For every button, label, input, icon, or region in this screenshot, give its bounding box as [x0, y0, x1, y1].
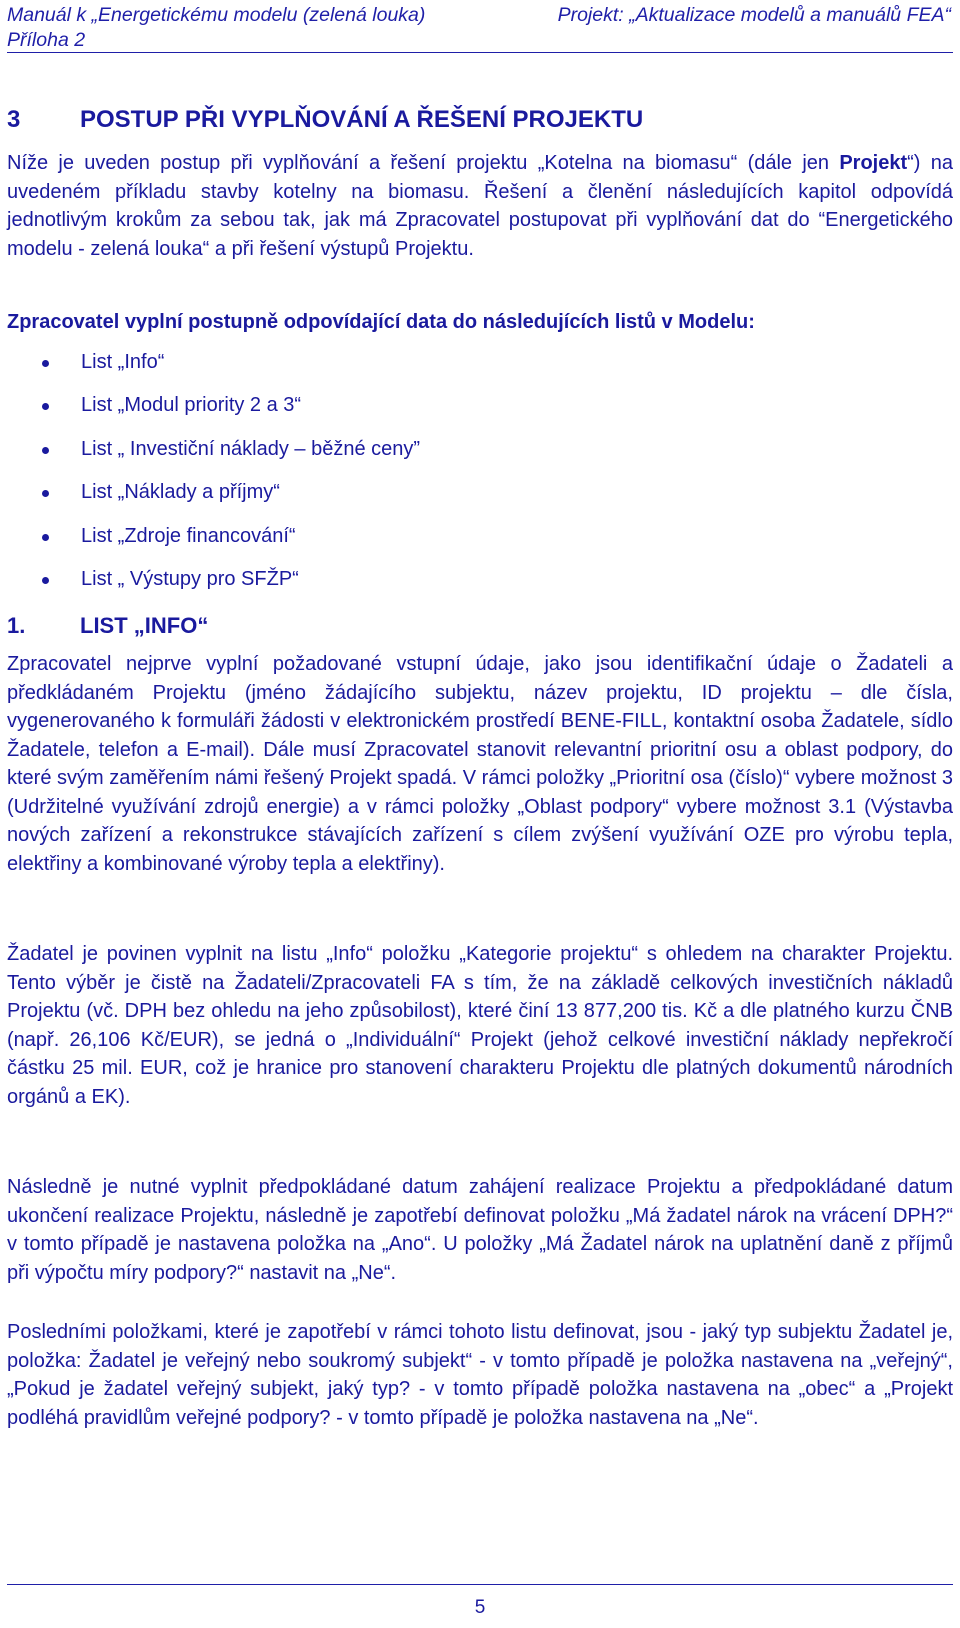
list-item [0, 348, 420, 391]
list-item [0, 478, 420, 521]
chapter-title: POSTUP PŘI VYPLŇOVÁNÍ A ŘEŠENÍ PROJEKTU [80, 106, 644, 133]
list-item [0, 391, 420, 434]
sheet-name: List „Info“ [81, 351, 165, 373]
list-item [0, 522, 420, 565]
list-item [0, 435, 420, 478]
bullet-icon [42, 403, 49, 410]
paragraph-identification: Zpracovatel nejprve vyplní požadované vstupní údaje, jako jsou identifikační údaje o Žadateli a předkládaném Projektu (jméno žádajícího subjektu, název projektu, ID projektu – dle čísla, vygenerovaného k formuláři žádosti v elektronickém prostředí BENE-FILL, kontaktní osoba Žadatele, sídlo Žadatele, telefon a E-mail). Dále musí Zpracovatel stanovit relevantní prioritní osu a oblast podpory, do které svým zaměřením námi řešený Projekt spadá. V rámci položky „Prioritní osa (číslo)“ vybere možnost 3 (Udržitelné využívání zdrojů energie) a v rámci položky „Oblast podpory“ vybere možnost 3.1 (Výstavba nových zařízení a rekonstrukce stávajících zařízení s cílem zvýšení využívání OZE pro výrobu tepla, elektřiny a kombinované výroby tepla a elektřiny). [7, 653, 953, 875]
chapter-heading [7, 106, 643, 134]
page-number: 5 [474, 1597, 486, 1618]
header-project-title: Projekt: „Aktualizace modelů a manuálů FEA“ [557, 4, 951, 26]
sheet-name: List „ Výstupy pro SFŽP“ [81, 567, 299, 590]
bullet-icon [42, 534, 49, 541]
section-number: 1. [7, 613, 26, 638]
paragraph-category: Žadatel je povinen vyplnit na listu „Info“ položku „Kategorie projektu“ s ohledem na charakter Projektu. Tento výběr je čistě na Žadateli/Zpracovateli FA s tím, že na základě celkových investičních nákladů Projektu (vč. DPH bez ohledu na jeho způsobilost), které činí 13 877,200 tis. Kč a dle platného kurzu ČNB (např. 26,106 Kč/EUR), se jedná o „Individuální“ Projekt (jehož celkové investiční náklady nepřekročí částku 25 mil. EUR, což je hranice pro stanovení charakteru Projektu dle platných dokumentů národních orgánů a EK). [7, 943, 953, 1108]
header-rule [7, 52, 953, 53]
sheet-list [0, 348, 420, 608]
intro-text-b: “) na uvedeném příkladu stavby kotelny na biomasu. Řešení a členění následujících kapitol odpovídá jednotlivým krokům za sebou tak, jak má Zpracovatel postupovat při vyplňování dat do “Energetického modelu - zelená louka“ a při řešení výstupů Projektu. [7, 152, 954, 260]
paragraph-dates: Následně je nutné vyplnit předpokládané datum zahájení realizace Projektu a předpokládané datum ukončení realizace Projektu, následně je zapotřebí definovat položku „Má žadatel nárok na vrácení DPH?“ v tomto případě je nastavena položka na „Ano“. U položky „Má Žadatel nárok na uplatnění daně z příjmů při výpočtu míry podpory?“ nastavit na „Ne“. [7, 1176, 953, 1284]
bullet-icon [42, 360, 49, 367]
header-appendix: Příloha 2 [7, 29, 86, 51]
sheet-name: List „ Investiční náklady – běžné ceny” [81, 437, 421, 460]
header-manual-title: Manuál k „Energetickému modelu (zelená louka) [7, 4, 426, 26]
paragraph-subject-type: Posledními položkami, které je zapotřebí v rámci tohoto listu definovat, jsou - jaký typ subjektu Žadatel je, položka: Žadatel je veřejný nebo soukromý subjekt“ - v tomto případě je položka nastavena na „veřejný“, „Pokud je žadatel veřejný subjekt, jaký typ? - v tomto případě položka nastavena na „obec“ a „Projekt podléhá pravidlům veřejné podpory? - v tomto případě je položka nastavena na „Ne“. [7, 1321, 953, 1429]
bullet-icon [42, 447, 49, 454]
section-title: LIST „INFO“ [80, 613, 209, 638]
bullet-icon [42, 490, 49, 497]
intro-text-a: Níže je uveden postup při vyplňování a řešení projektu „Kotelna na biomasu“ (dále jen [7, 152, 840, 174]
section-heading [7, 613, 208, 639]
list-item [0, 565, 420, 608]
footer-rule [7, 1584, 953, 1585]
sheet-name: List „Náklady a příjmy“ [81, 481, 280, 504]
sheet-name: List „Zdroje financování“ [81, 524, 296, 547]
intro-project-term: Projekt [839, 152, 908, 174]
intro-paragraph [7, 149, 953, 263]
bullet-icon [42, 577, 49, 584]
sheets-lead-text: Zpracovatel vyplní postupně odpovídající data do následujících listů v Modelu: [7, 311, 755, 333]
chapter-number: 3 [7, 106, 21, 133]
sheet-name: List „Modul priority 2 a 3“ [81, 394, 302, 417]
page-header [7, 3, 953, 53]
